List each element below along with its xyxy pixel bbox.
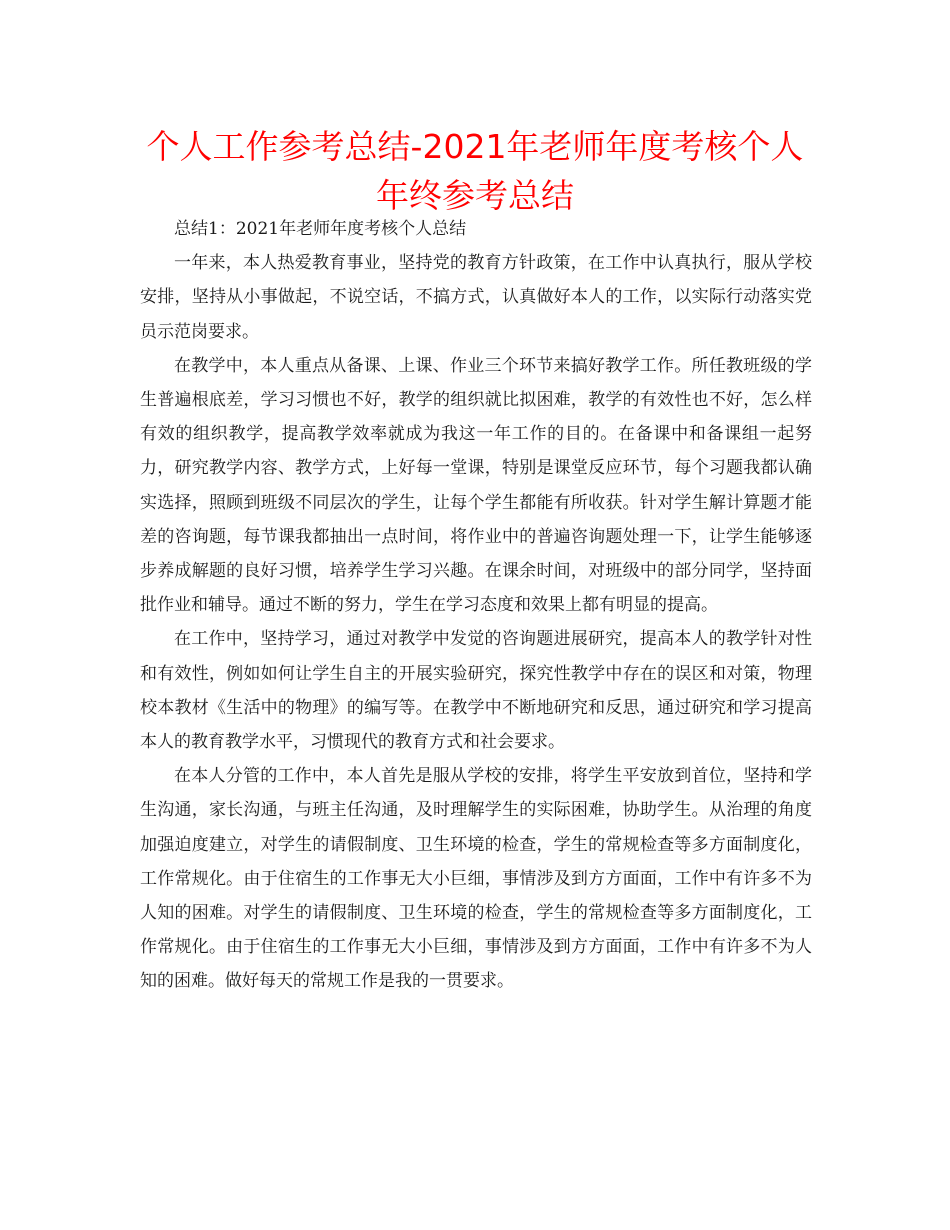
section-heading: 总结1：2021年老师年度考核个人总结 — [174, 219, 467, 239]
paragraph: 在教学中，本人重点从备课、上课、作业三个环节来搞好教学工作。所任教班级的学生普遍根底差，学习习惯也不好，教学的组织就比拟困难，教学的有效性也不好，怎么样有效的组织教学，提高教学效率就成为我这一年工作的目的。在备课中和备课组一起努力，研究教学内容、教学方式，上好每一堂课，特别是课堂反应环节，每个习题我都认确实选择，照顾到班级不同层次的学生，让每个学生都能有所收获。针对学生解计算题才能差的咨询题，每节课我都抽出一点时间，将作业中的普遍咨询题处理一下，让学生能够逐步养成解题的良好习惯，培养学生学习兴趣。在课余时间，对班级中的部分同学，坚持面批作业和辅导。通过不断的努力，学生在学习态度和效果上都有明显的提高。 — [140, 355, 812, 616]
paragraph: 一年来，本人热爱教育事业，坚持党的教育方针政策，在工作中认真执行，服从学校安排，坚持从小事做起，不说空话，不搞方式，认真做好本人的工作，以实际行动落实党员示范岗要求。 — [140, 253, 812, 342]
paragraph: 在本人分管的工作中，本人首先是服从学校的安排，将学生平安放到首位，坚持和学生沟通，家长沟通，与班主任沟通，及时理解学生的实际困难，协助学生。从治理的角度加强迫度建立，对学生的请假制度、卫生环境的检查，学生的常规检查等多方面制度化，工作常规化。由于住宿生的工作事无大小巨细，事情涉及到方方面面，工作中有许多不为人知的困难。对学生的请假制度、卫生环境的检查，学生的常规检查等多方面制度化，工作常规化。由于住宿生的工作事无大小巨细，事情涉及到方方面面，工作中有许多不为人知的困难。做好每天的常规工作是我的一贯要求。 — [140, 766, 812, 992]
document-body — [140, 212, 812, 999]
paragraph: 在工作中，坚持学习，通过对教学中发觉的咨询题进展研究，提高本人的教学针对性和有效性，例如如何让学生自主的开展实验研究，探究性教学中存在的误区和对策，物理校本教材《生活中的物理》的编写等。在教学中不断地研究和反思，通过研究和学习提高本人的教育教学水平，习惯现代的教育方式和社会要求。 — [140, 629, 812, 753]
document-title: 个人工作参考总结-2021年老师年度考核个人年终参考总结 — [146, 127, 804, 215]
